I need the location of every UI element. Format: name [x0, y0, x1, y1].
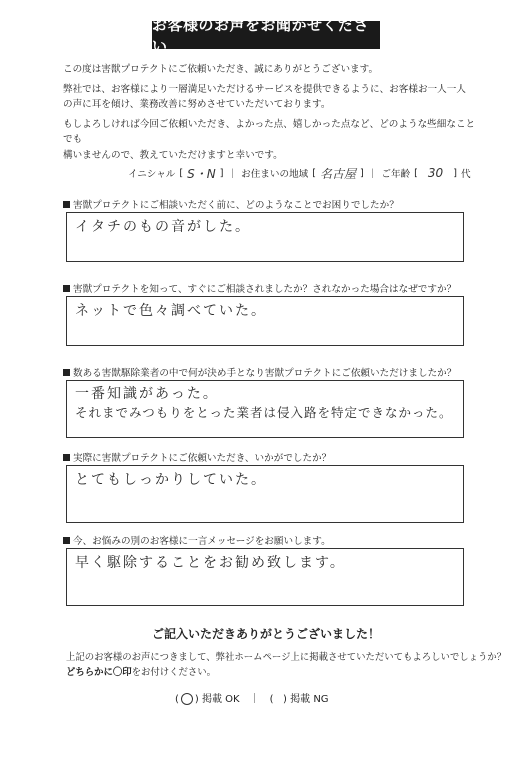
- area-value[interactable]: 名古屋: [320, 166, 357, 181]
- bullet-square-icon: [63, 369, 70, 376]
- answer-box-3[interactable]: [66, 380, 464, 438]
- question-1-label: 害獣プロテクトにご相談いただく前に、どのようなことでお困りでしたか？: [73, 200, 399, 211]
- intro-paragraph-3b: 構いませんので、教えていただけますと幸いです。: [63, 149, 283, 161]
- intro-paragraph-2b: の声に耳を傾け、業務改善に努めさせていただいております。: [63, 99, 331, 111]
- answer-box-4[interactable]: [66, 465, 464, 523]
- question-3-label: 数ある害獣駆除業者の中で何が決め手となり害獣プロテクトにご依頼いただけましたか？: [73, 368, 457, 379]
- age-suffix: 代: [460, 169, 471, 180]
- choice-ng-label: 掲載 NG: [290, 694, 329, 705]
- age-value[interactable]: 30: [427, 166, 444, 180]
- consent-choices: [175, 690, 375, 705]
- area-label: お住まいの地域: [241, 169, 309, 180]
- question-5: [63, 533, 331, 547]
- answer-box-5[interactable]: [66, 548, 464, 606]
- page-title: お客様のお声をお聞かせください: [152, 21, 380, 49]
- answer-2-text: ネットで色々調べていた。: [75, 303, 267, 319]
- consent-instruction-bold: どちらかに〇印: [66, 667, 132, 678]
- choice-ok[interactable]: ( ) 掲載 OK: [175, 694, 240, 705]
- consent-line-1: 上記のお客様のお声につきまして、弊社ホームページ上に掲載させていただいてもよろしいでしょうか？: [66, 652, 507, 663]
- question-2-label: 害獣プロテクトを知って、すぐにご相談されましたか？されなかった場合はなぜですか？: [73, 284, 457, 295]
- question-2: [63, 281, 456, 295]
- answer-box-1[interactable]: [66, 212, 464, 262]
- answer-box-2[interactable]: [66, 296, 464, 346]
- question-5-label: 今、お悩みの別のお客様に一言メッセージをお願いします。: [73, 536, 331, 547]
- bullet-square-icon: [63, 285, 70, 292]
- question-4: [63, 450, 331, 464]
- answer-5-text: 早く駆除することをお勧め致します。: [75, 555, 346, 571]
- intro-paragraph-3: [63, 117, 478, 164]
- intro-paragraph-2: [63, 82, 478, 113]
- intro-paragraph-1: この度は害獣プロテクトにご依頼いただき、誠にありがとうございます。: [63, 64, 379, 75]
- customer-info-row: イニシャル [ S・N ] ｜ お住まいの地域 [ 名古屋 ] ｜ ご年齢 [ 30 ] 代: [128, 166, 471, 181]
- age-label: ご年齢: [381, 169, 411, 180]
- intro-text: [63, 62, 478, 168]
- selected-circle-icon: [181, 693, 193, 705]
- bullet-square-icon: [63, 454, 70, 461]
- choice-ok-label: 掲載 OK: [202, 694, 240, 705]
- choice-separator: ｜: [249, 694, 260, 705]
- question-3: [63, 365, 456, 379]
- bullet-square-icon: [63, 537, 70, 544]
- intro-paragraph-2a: 弊社では、お客様により一層満足いただけるサービスを提供できるように、お客様お一人一人: [63, 83, 466, 95]
- bullet-square-icon: [63, 201, 70, 208]
- publication-consent-text: [66, 650, 506, 680]
- choice-ng[interactable]: ( ) 掲載 NG: [269, 694, 329, 705]
- intro-paragraph-3a: もしよろしければ今回ご依頼いただき、よかった点、嬉しかった点など、どのような些細なことでも: [63, 118, 476, 146]
- question-1: [63, 197, 399, 211]
- consent-line-2: [66, 665, 506, 680]
- answer-3-line-2: それまでみつもりをとった業者は侵入路を特定できなかった。: [75, 405, 453, 420]
- question-4-label: 実際に害獣プロテクトにご依頼いただき、いかがでしたか？: [73, 453, 332, 464]
- answer-4-text: とてもしっかりしていた。: [75, 472, 267, 488]
- answer-1-text: イタチのもの音がした。: [75, 219, 251, 235]
- initial-label: イニシャル: [128, 169, 176, 180]
- answer-3-line-1: 一番知識があった。: [75, 386, 219, 402]
- thanks-message: ご記入いただきありがとうございました！: [151, 627, 380, 641]
- initial-value[interactable]: S・N: [187, 166, 216, 181]
- consent-instruction-rest: をお付けください。: [131, 667, 217, 678]
